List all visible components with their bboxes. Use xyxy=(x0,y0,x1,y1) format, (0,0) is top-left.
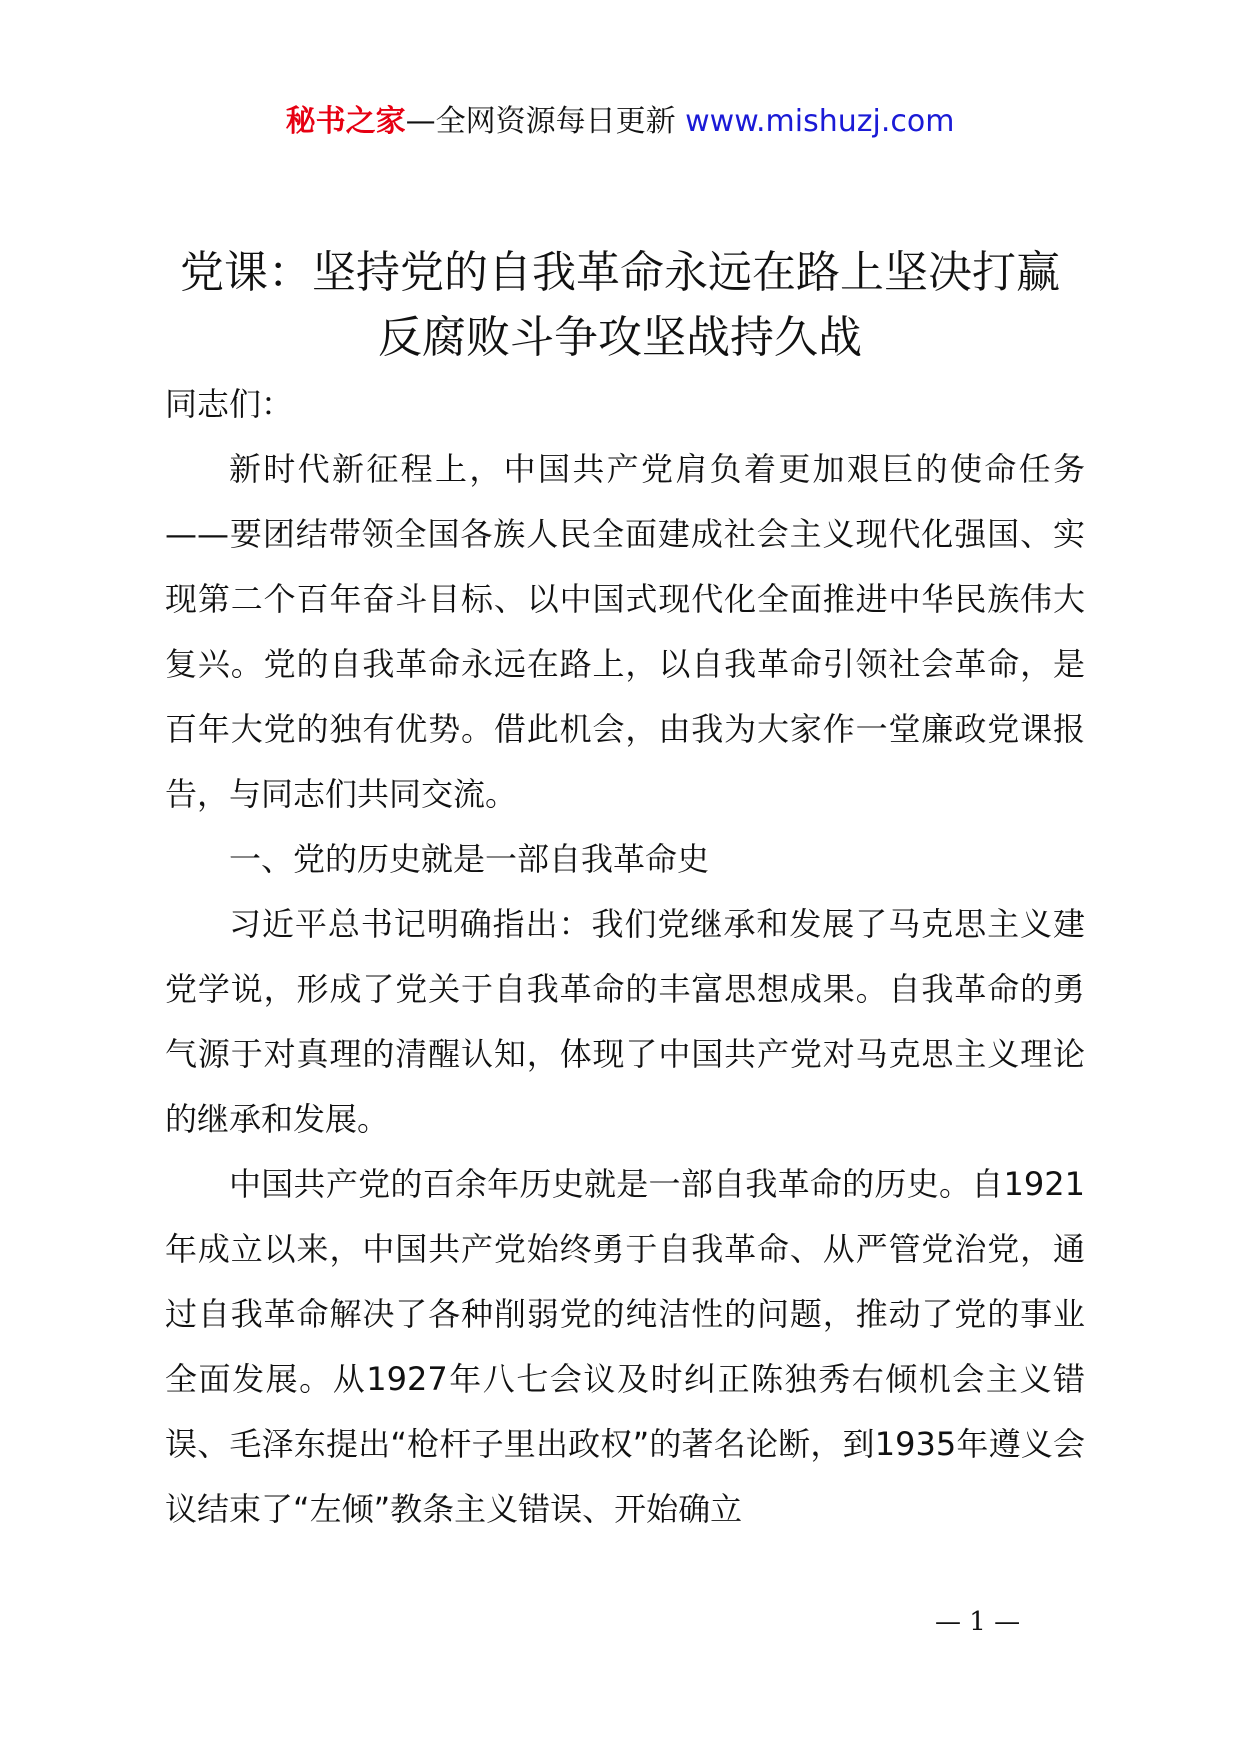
section-heading: 一、党的历史就是一部自我革命史 xyxy=(229,840,710,878)
paragraph-quote: 习近平总书记明确指出：我们党继承和发展了马克思主义建党学说，形成了党关于自我革命的丰富思想成果。自我革命的勇气源于对真理的清醒认知，体现了中国共产党对马克思主义理论的继承和发展。 xyxy=(165,905,1085,1138)
title-line-1: 党课：坚持党的自我革命永远在路上坚决打赢 xyxy=(180,247,1060,298)
document-title xyxy=(140,240,1100,370)
paragraph-history: 中国共产党的百余年历史就是一部自我革命的历史。自1921年成立以来，中国共产党始终勇于自我革命、从严管党治党，通过自我革命解决了各种削弱党的纯洁性的问题，推动了党的事业全面发展。从1927年八七会议及时纠正陈独秀右倾机会主义错误、毛泽东提出“枪杆子里出政权”的著名论断，到1935年遵义会议结束了“左倾”教条主义错误、开始确立 xyxy=(165,1165,1085,1528)
page-number: — 1 — xyxy=(935,1607,1021,1637)
document-body xyxy=(165,372,1085,1542)
greeting: 同志们： xyxy=(165,385,294,423)
site-header xyxy=(0,100,1240,144)
paragraph-intro: 新时代新征程上，中国共产党肩负着更加艰巨的使命任务——要团结带领全国各族人民全面建成社会主义现代化强国、实现第二个百年奋斗目标、以中国式现代化全面推进中华民族伟大复兴。党的自我革命永远在路上，以自我革命引领社会革命，是百年大党的独有优势。借此机会，由我为大家作一堂廉政党课报告，与同志们共同交流。 xyxy=(165,450,1085,813)
title-line-2: 反腐败斗争攻坚战持久战 xyxy=(378,312,862,363)
site-tagline: —全网资源每日更新 xyxy=(405,104,676,139)
site-url-link[interactable]: www.mishuzj.com xyxy=(685,104,955,139)
site-brand: 秘书之家 xyxy=(285,104,406,139)
